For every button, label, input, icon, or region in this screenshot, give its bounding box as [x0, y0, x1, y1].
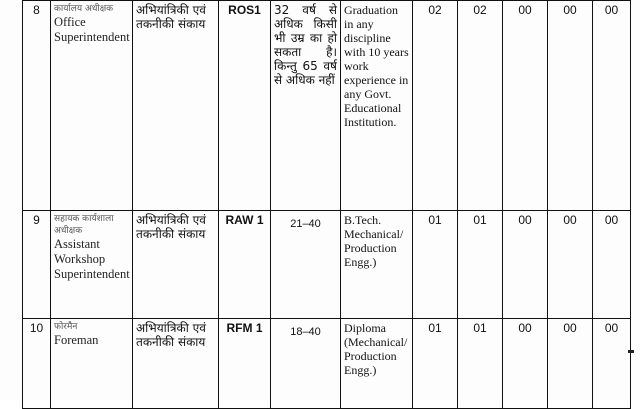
category-hindi: अभियांत्रिकी एवं तकनीकी संकाय: [133, 319, 219, 409]
serial-number: 8: [23, 1, 51, 211]
table-row: [23, 1, 631, 211]
post-name-cell: [51, 1, 133, 211]
table-row: [23, 211, 631, 319]
post-code: ROS1: [219, 1, 271, 211]
vacancy-count: 00: [593, 211, 631, 319]
serial-number: 10: [23, 319, 51, 409]
vacancy-count: 00: [503, 211, 548, 319]
age-limit: 21–40: [271, 211, 341, 319]
post-name-cell: [51, 211, 133, 319]
category-hindi: अभियांत्रिकी एवं तकनीकी संकाय: [133, 1, 219, 211]
post-name-hindi: कार्यालय अधीक्षक: [54, 4, 114, 14]
vacancy-count: 00: [503, 1, 548, 211]
serial-number: 9: [23, 211, 51, 319]
vacancy-count: 01: [413, 319, 458, 409]
vacancy-count: 00: [593, 1, 631, 211]
vacancy-count: 00: [548, 319, 593, 409]
post-code: RFM 1: [219, 319, 271, 409]
vacancy-count: 00: [593, 319, 631, 409]
scan-artifact-mark: [628, 350, 634, 353]
vacancy-count: 01: [458, 319, 503, 409]
post-code: RAW 1: [219, 211, 271, 319]
category-hindi: अभियांत्रिकी एवं तकनीकी संकाय: [133, 211, 219, 319]
vacancy-count: 02: [413, 1, 458, 211]
qualification: B.Tech. Mechanical/ Production Engg.): [341, 211, 413, 319]
post-name-english: Assistant Workshop Superintendent: [54, 237, 130, 281]
post-name-english: Office Superintendent: [54, 15, 130, 44]
post-name-cell: [51, 319, 133, 409]
post-name-english: Foreman: [54, 333, 99, 347]
age-limit: 32 वर्ष से अधिक किसी भी उम्र का हो सकता है। किन्तु 65 वर्ष से अधिक नहीं: [271, 1, 341, 211]
vacancy-count: 01: [413, 211, 458, 319]
vacancy-count: 01: [458, 211, 503, 319]
table-row: [23, 319, 631, 409]
vacancy-count: 00: [548, 211, 593, 319]
recruitment-table: [22, 0, 631, 409]
post-name-hindi: सहायक कार्यशाला अधीक्षक: [54, 214, 114, 236]
post-name-hindi: फोरमैन: [54, 322, 78, 332]
vacancy-count: 00: [548, 1, 593, 211]
vacancy-count: 00: [503, 319, 548, 409]
qualification: Diploma (Mechanical/ Production Engg.): [341, 319, 413, 409]
age-limit: 18–40: [271, 319, 341, 409]
vacancy-count: 02: [458, 1, 503, 211]
qualification: Graduation in any discipline with 10 years work experience in any Govt. Educational Institution.: [341, 1, 413, 211]
